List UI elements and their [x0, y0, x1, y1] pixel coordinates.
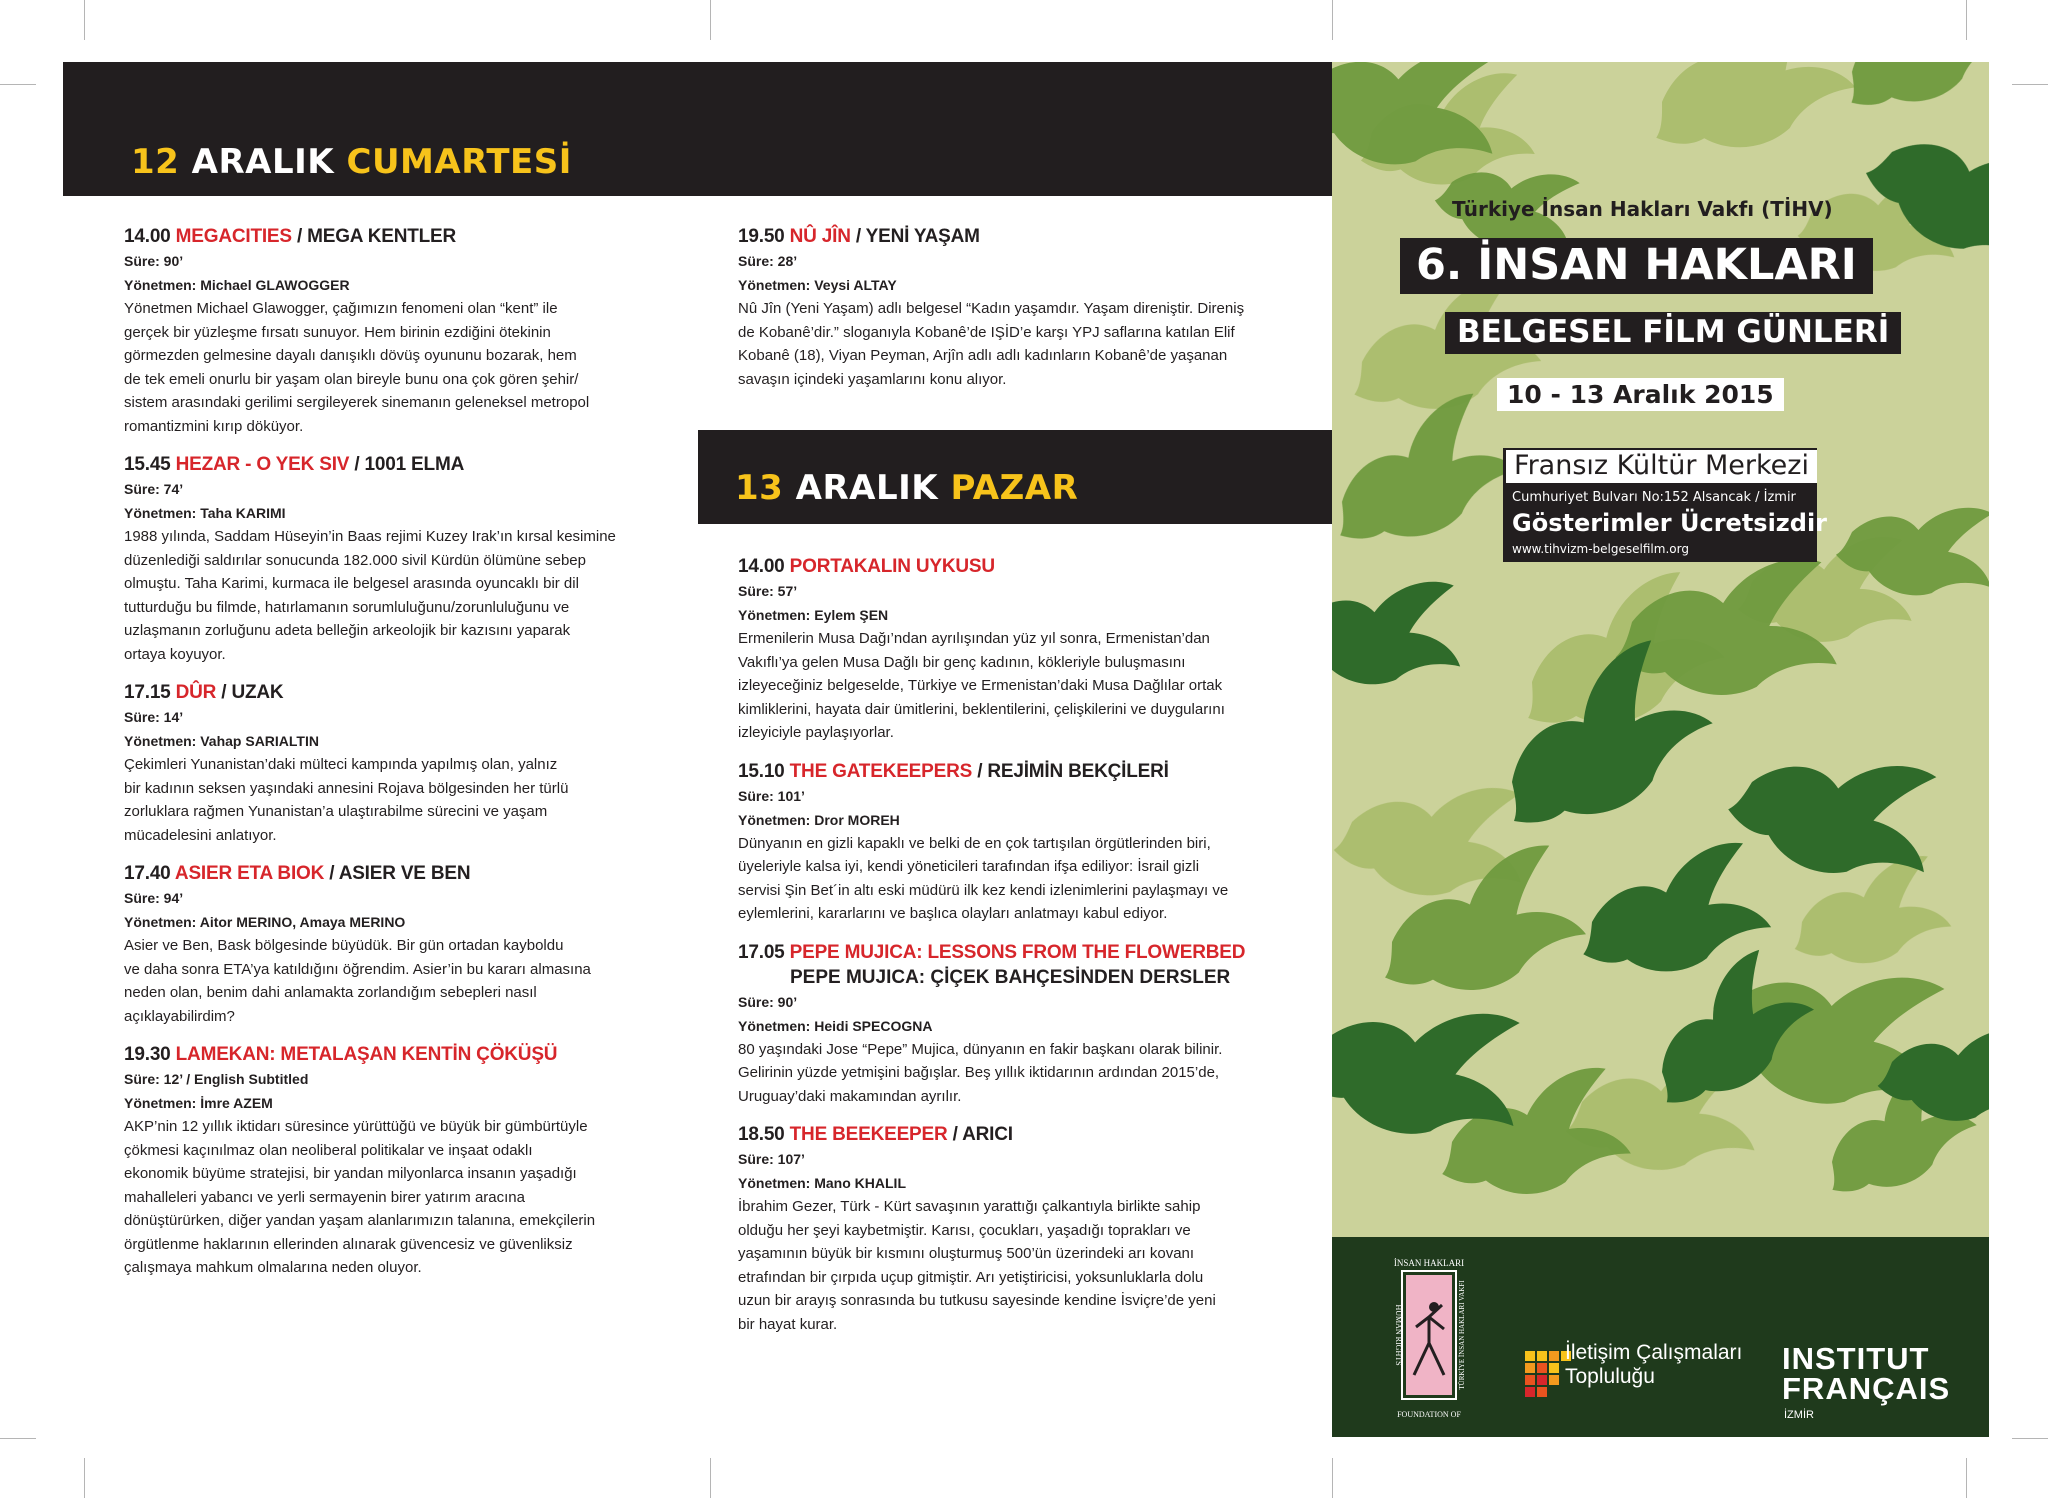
film-original-title: PORTAKALIN UYKUSU — [789, 556, 995, 577]
venue-address: Cumhuriyet Bulvarı No:152 Alsancak / İzmir — [1512, 490, 1796, 505]
film-original-title: PEPE MUJICA: LESSONS FROM THE FLOWERBED — [789, 941, 1246, 963]
film-original-title: LAMEKAN: METALAŞAN KENTİN ÇÖKÜŞÜ — [175, 1044, 558, 1065]
film-duration: Süre: 12’ / English Subtitled — [124, 1071, 309, 1087]
title-separator: / — [972, 760, 988, 782]
film-entry — [738, 759, 1278, 926]
film-description: Dünyanın en gizli kapaklı ve belki de en çok tartışılan örgütlerinden biri, üyeleriyle kalsa iyi, kendi yöneticileri tarafından ifşa ediliyor: İsrail gizli servisi Şin Bet´in altı eski müdürü ilk kez kendi izlenimlerini paylaşmayı ve eylemlerini, kararlarını ve başlıca olayları anlatmayı kabul ediyor. — [738, 834, 1229, 922]
film-duration: Süre: 94’ — [124, 890, 184, 906]
festival-title-line1: 6. İNSAN HAKLARI — [1400, 238, 1873, 294]
communication-studies-logo-text: İletişim Çalışmaları Topluluğu — [1565, 1341, 1743, 1388]
film-heading — [124, 861, 724, 886]
film-turkish-title: ASIER VE BEN — [338, 863, 471, 884]
venue-name: Fransız Kültür Merkezi — [1506, 450, 1817, 483]
institut-francais-logo: INSTITUT FRANÇAIS — [1782, 1341, 1951, 1406]
film-original-title: HEZAR - O YEK SIV — [175, 454, 350, 475]
film-time: 18.50 — [738, 1124, 785, 1145]
crop-mark — [1332, 1458, 1333, 1498]
film-duration: Süre: 101’ — [738, 787, 805, 804]
day1-evening-film — [738, 224, 1278, 405]
film-description: Ermenilerin Musa Dağı’ndan ayrılışından yüz yıl sonra, Ermenistan’dan Vakıflı’ya gelen Musa Dağlı bir genç kadının, kökleriyle buluşmasını izleyeceğiniz belgeselde, Türkiye ve Ermenistan’daki Musa Dağlılar ortak kimliklerini, hayata dair ümitlerini, beklentilerini, çelişkilerini ve duygularını izleyiciyle paylaşıyorlar. — [738, 630, 1225, 741]
film-director: Yönetmen: Eylem ŞEN — [738, 607, 889, 623]
title-separator: / — [324, 863, 339, 884]
day1-weekday: CUMARTESİ — [346, 142, 572, 182]
film-director: Yönetmen: Taha KARIMI — [124, 505, 286, 521]
film-original-title: THE GATEKEEPERS — [789, 760, 973, 782]
film-heading — [124, 224, 724, 249]
film-original-title: MEGACITIES — [175, 226, 292, 247]
film-description: İbrahim Gezer, Türk - Kürt savaşının yarattığı çalkantıyla birlikte sahip olduğu her şeyi kaybetmiştir. Karısı, çocukları, yaşadığı toprakları ve yaşamının büyük bir kısmını oluşturmuş 500’ün üzerindeki arı kovanı etrafından bir çırpıda uçup gitmiştir. Arı yetiştiricisi, yoksunluklarla dolu uzun bir arayış sonrasında bu tutkusu sayesinde kendine İsviçre’de yeni bir hayat kurar. — [738, 1198, 1216, 1333]
film-time: 15.45 — [124, 454, 171, 475]
film-director: Yönetmen: İmre AZEM — [124, 1095, 273, 1111]
film-director: Yönetmen: Heidi SPECOGNA — [738, 1017, 933, 1034]
day2-title — [735, 468, 1078, 508]
film-heading — [738, 940, 1278, 965]
crop-mark — [1966, 0, 1967, 40]
film-time: 19.50 — [738, 226, 785, 247]
title-separator: / — [947, 1124, 963, 1145]
film-director: Yönetmen: Dror MOREH — [738, 811, 900, 828]
crop-mark — [1966, 1458, 1967, 1498]
film-director: Yönetmen: Aitor MERINO, Amaya MERINO — [124, 914, 406, 930]
film-description: Yönetmen Michael Glawogger, çağımızın fenomeni olan “kent” ile gerçek bir yüzleşme fırsatı sunuyor. Hem birinin ezdiğini ötekinin görmezden gelmesine dayalı danışıklı dövüş oyununu bozarak, hem de tek emeli onurlu bir yaşam olan bireyle bunu ona çok gören şehir/ sistem arasındaki gerilimi sergileyerek sinemanın geleneksel metropol romantizmini kırıp döküyor. — [124, 300, 590, 435]
film-heading — [738, 1122, 1278, 1147]
film-duration: Süre: 57’ — [738, 583, 798, 599]
film-turkish-title: MEGA KENTLER — [307, 226, 457, 247]
organizer-name: Türkiye İnsan Hakları Vakfı (TİHV) — [1452, 197, 1833, 221]
film-duration: Süre: 74’ — [124, 481, 184, 497]
title-separator: / — [349, 454, 365, 475]
film-heading — [738, 759, 1278, 784]
day2-month: ARALIK — [795, 468, 939, 508]
crop-mark — [84, 1458, 85, 1498]
film-turkish-title: ARICI — [962, 1124, 1013, 1145]
film-entry — [738, 1122, 1278, 1336]
film-duration: Süre: 90’ — [738, 993, 798, 1010]
film-duration: Süre: 107’ — [738, 1151, 805, 1167]
film-entry — [738, 554, 1278, 745]
film-entry — [124, 1042, 724, 1280]
film-time: 15.10 — [738, 760, 785, 782]
film-entry — [124, 452, 724, 666]
film-turkish-title: YENİ YAŞAM — [865, 226, 980, 247]
day1-title — [131, 142, 572, 182]
film-entry — [738, 224, 1278, 391]
film-description: 80 yaşındaki Jose “Pepe” Mujica, dünyanın en fakir başkanı olarak bilinir. Gelirinin yüzde yetmişini bağışlar. Beş yıllık iktidarının ardından 2015’de, Uruguay’daki makamından ayrılır. — [738, 1040, 1223, 1105]
film-original-title: THE BEEKEEPER — [789, 1124, 948, 1145]
film-heading — [738, 554, 1278, 579]
film-time: 17.15 — [124, 682, 171, 703]
film-time: 17.40 — [124, 863, 171, 884]
film-original-title: NÛ JÎN — [789, 226, 851, 247]
festival-title-line2: BELGESEL FİLM GÜNLERİ — [1445, 312, 1901, 354]
brochure-spread — [63, 62, 1989, 1437]
film-entry — [124, 680, 724, 847]
film-director: Yönetmen: Veysi ALTAY — [738, 277, 897, 293]
day2-weekday: PAZAR — [950, 468, 1079, 508]
film-heading — [124, 680, 724, 705]
title-separator: / — [850, 226, 866, 247]
film-description: Asier ve Ben, Bask bölgesinde büyüdük. Bir gün ortadan kayboldu ve daha sonra ETA’ya katıldığını öğrendim. Asier’in bu kararı almasına neden olan, benim dahi anlamakta zorlandığım sebepleri nasıl açıklayabilirdim? — [124, 937, 591, 1025]
film-duration: Süre: 14’ — [124, 709, 184, 725]
crop-mark — [710, 1458, 711, 1498]
day1-month: ARALIK — [191, 142, 335, 182]
crop-mark — [710, 0, 711, 40]
film-time: 14.00 — [124, 226, 171, 247]
day1-number: 12 — [131, 142, 180, 182]
institut-francais-city: İZMİR — [1784, 1409, 1814, 1421]
film-turkish-title: REJİMİN BEKÇİLERİ — [987, 760, 1169, 782]
film-director: Yönetmen: Mano KHALIL — [738, 1175, 906, 1191]
crop-mark — [1332, 0, 1333, 40]
film-time: 17.05 — [738, 941, 785, 963]
free-admission-note: Gösterimler Ücretsizdir — [1512, 509, 1828, 537]
day1-film-list — [124, 224, 724, 1294]
film-description: AKP’nin 12 yıllık iktidarı süresince yürüttüğü ve büyük bir gümbürtüyle çökmesi kaçınılmaz olan neoliberal politikalar ve inşaat odaklı ekonomik büyüme stratejisi, bir yandan milyonlarca insanın yaşadığı mahalleleri yabancı ve yerli sermayenin birer yatırım aracına dönüştürürken, diğer yandan yaşam alanlarımızın talanına, emekçilerin örgütlenme haklarının ellerinden alınarak güvencesiz ve güvenliksiz çalışmaya mahkum olmalarına neden oluyor. — [124, 1118, 596, 1276]
festival-dates: 10 - 13 Aralık 2015 — [1497, 378, 1784, 411]
film-turkish-title: PEPE MUJICA: ÇİÇEK BAHÇESİNDEN DERSLER — [790, 966, 1231, 988]
film-description: 1988 yılında, Saddam Hüseyin’in Baas rejimi Kuzey Irak’ın kırsal kesimine düzenlediği saldırılar sonucunda 182.000 sivil Kürdün ölümüne sebep olmuştu. Taha Karimi, kurmaca ile belgesel arasında oyuncaklı bir dil tutturduğu bu filmde, hatırlamanın sorumluluğunu/zorunluluğunu ve uzlaşmanın zorluğunu adeta belleğin arkeolojik bir kazısını yaparak ortaya koyuyor. — [124, 528, 616, 663]
film-turkish-title: 1001 ELMA — [364, 454, 465, 475]
film-description: Çekimleri Yunanistan’daki mülteci kampında yapılmış olan, yalnız bir kadının seksen yaşındaki annesini Rojava bölgesinden her türlü zorluklara rağmen Yunanistan’a ulaştırabilme sürecini ve yaşam mücadelesini anlatıyor. — [124, 756, 569, 844]
film-turkish-title: UZAK — [231, 682, 284, 703]
crop-mark — [84, 0, 85, 40]
human-rights-foundation-logo — [1384, 1255, 1474, 1425]
film-heading — [124, 452, 724, 477]
sponsor-footer — [1332, 1237, 1989, 1437]
day2-number: 13 — [735, 468, 784, 508]
crop-mark — [2012, 1438, 2048, 1439]
day2-film-list — [738, 554, 1278, 1350]
film-director: Yönetmen: Michael GLAWOGGER — [124, 277, 350, 293]
film-duration: Süre: 28’ — [738, 253, 798, 269]
film-heading — [124, 1042, 724, 1067]
title-separator: / — [216, 682, 232, 703]
film-original-title: DÛR — [175, 682, 217, 703]
ihv-left-label: HUMAN RIGHTS — [1394, 1304, 1403, 1366]
crop-mark — [0, 1438, 36, 1439]
ihv-right-label: TÜRKİYE İNSAN HAKLARI VAKFI — [1458, 1280, 1466, 1390]
ihv-top-label: İNSAN HAKLARI — [1393, 1258, 1465, 1268]
film-original-title: ASIER ETA BIOK — [174, 863, 325, 884]
film-entry — [738, 940, 1278, 1109]
film-time: 14.00 — [738, 556, 785, 577]
festival-poster — [1332, 62, 1989, 1437]
title-separator: / — [291, 226, 308, 247]
film-time: 19.30 — [124, 1044, 171, 1065]
film-heading — [738, 224, 1278, 249]
ihv-bottom-label: FOUNDATION OF — [1397, 1410, 1461, 1419]
crop-mark — [0, 84, 36, 85]
film-duration: Süre: 90’ — [124, 253, 184, 269]
website-link[interactable]: www.tihvizm-belgeselfilm.org — [1512, 542, 1689, 556]
film-director: Yönetmen: Vahap SARIALTIN — [124, 733, 319, 749]
crop-mark — [2012, 84, 2048, 85]
film-description: Nû Jîn (Yeni Yaşam) adlı belgesel “Kadın yaşamdır. Yaşam direniştir. Direniş de Kobanê’dir.” sloganıyla Kobanê’de IŞİD’e karşı YPJ saflarına katılan Elif Kobanê (18), Viyan Peyman, Arjîn adlı adlı kadınların Kobanê’de yaşanan savaşın içindeki yaşamlarını konu alıyor. — [738, 300, 1245, 388]
film-entry — [124, 861, 724, 1028]
film-entry — [124, 224, 724, 438]
